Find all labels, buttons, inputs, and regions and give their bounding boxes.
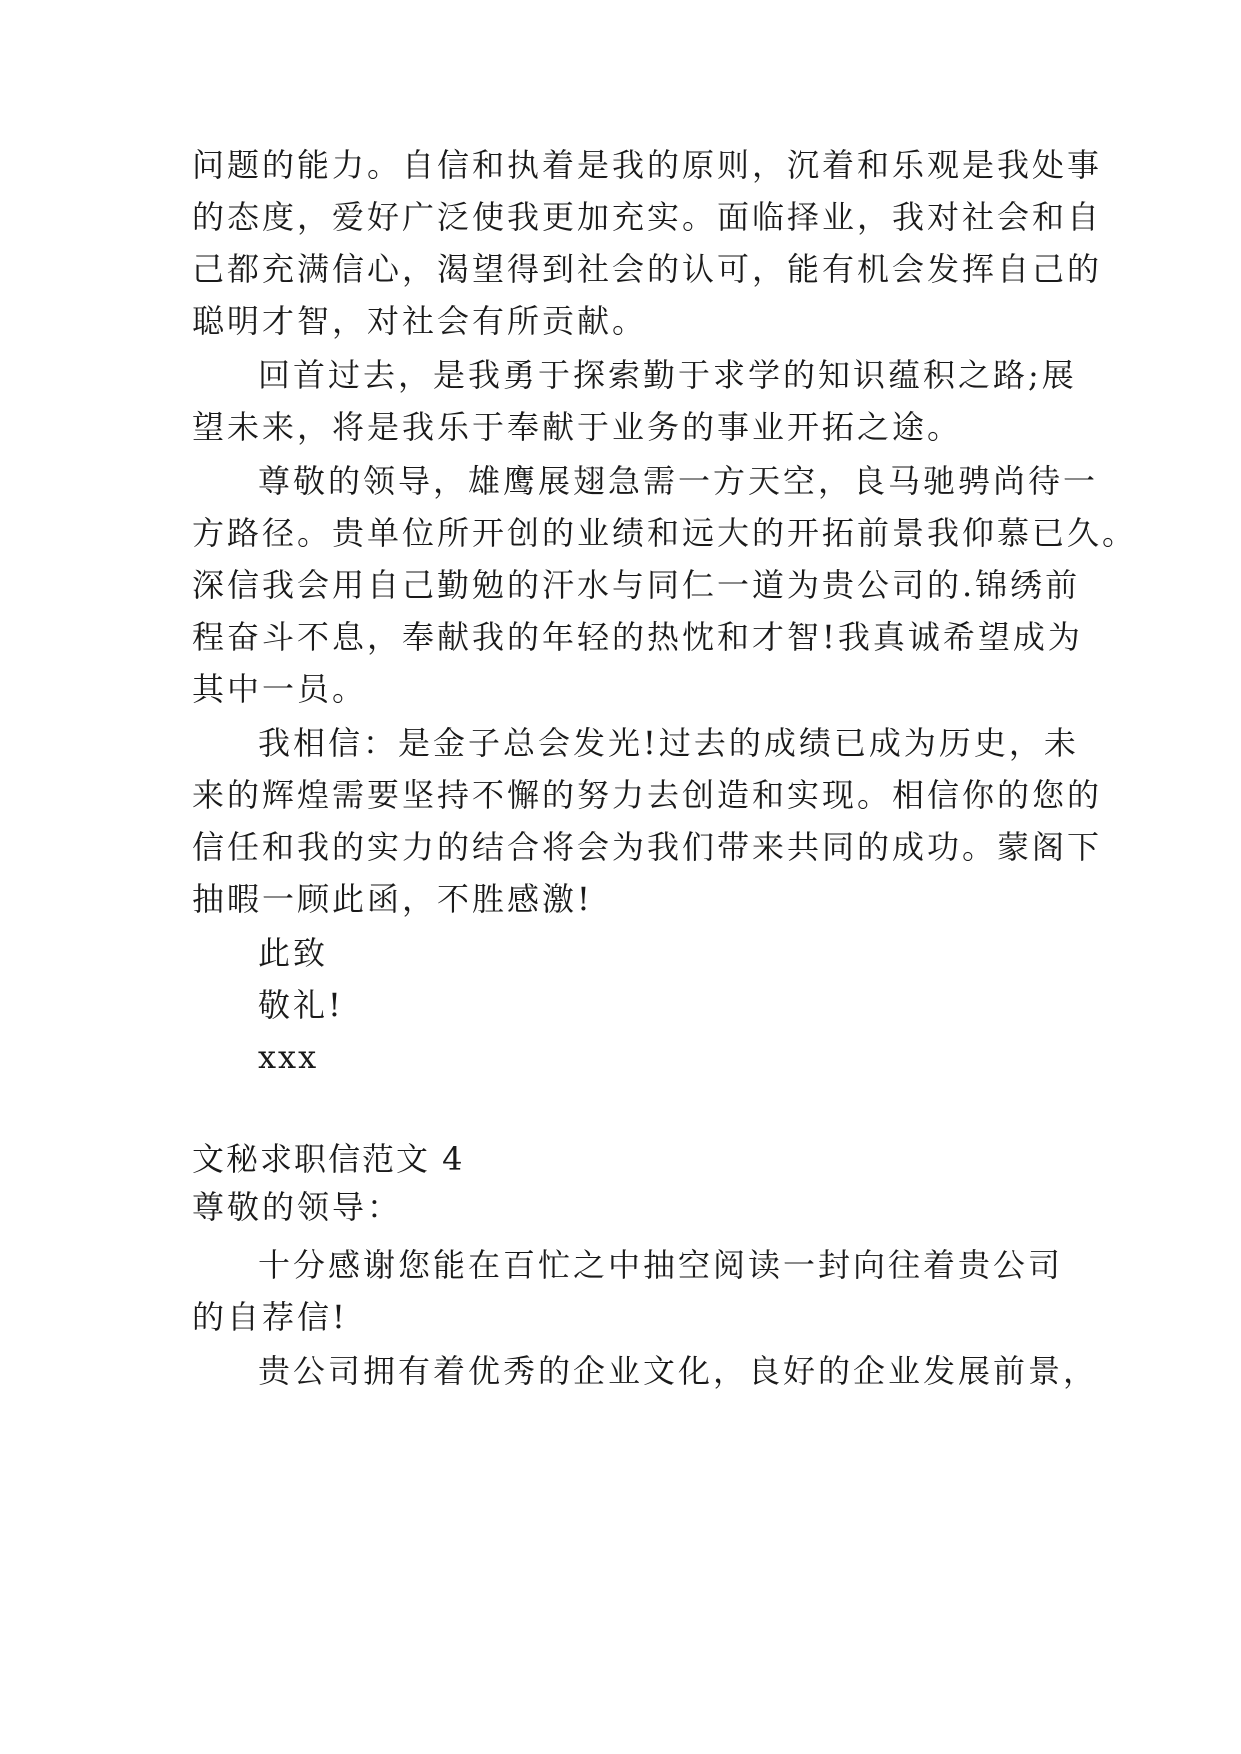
text-line: 问题的能力。自信和执着是我的原则，沉着和乐观是我处事	[192, 146, 1103, 184]
text-line: 方路径。贵单位所开创的业绩和远大的开拓前景我仰慕已久。	[192, 514, 1138, 552]
paragraph-first-line: 十分感谢您能在百忙之中抽空阅读一封向往着贵公司	[258, 1246, 1064, 1284]
text-line: 聪明才智，对社会有所贡献。	[192, 302, 648, 340]
text-line: 信任和我的实力的结合将会为我们带来共同的成功。蒙阁下	[192, 828, 1103, 866]
text-line: 望未来，将是我乐于奉献于业务的事业开拓之途。	[192, 408, 963, 446]
closing-line: 此致	[258, 934, 329, 972]
text-line: 来的辉煌需要坚持不懈的努力去创造和实现。相信你的您的	[192, 776, 1103, 814]
text-line: 的态度，爱好广泛使我更加充实。面临择业，我对社会和自	[192, 198, 1103, 236]
paragraph-first-line: 贵公司拥有着优秀的企业文化，良好的企业发展前景，	[258, 1352, 1099, 1390]
salutation: 尊敬的领导：	[192, 1188, 403, 1226]
paragraph-first-line: 尊敬的领导，雄鹰展翅急需一方天空，良马驰骋尚待一	[258, 462, 1099, 500]
text-line: 其中一员。	[192, 670, 368, 708]
text-line: 抽暇一顾此函，不胜感激!	[192, 880, 593, 918]
closing-salutation: 敬礼!	[258, 986, 344, 1024]
text-line: 深信我会用自己勤勉的汗水与同仁一道为贵公司的.锦绣前	[192, 566, 1081, 604]
paragraph-first-line: 我相信：是金子总会发光!过去的成绩已成为历史，未	[258, 724, 1079, 762]
text-line: 程奋斗不息，奉献我的年轻的热忱和才智!我真诚希望成为	[192, 618, 1083, 656]
text-line: 己都充满信心，渴望得到社会的认可，能有机会发挥自己的	[192, 250, 1103, 288]
section-title: 文秘求职信范文 4	[192, 1140, 465, 1178]
text-line: 的自荐信!	[192, 1298, 348, 1336]
signature: xxx	[258, 1038, 319, 1076]
paragraph-first-line: 回首过去，是我勇于探索勤于求学的知识蕴积之路;展	[258, 356, 1077, 394]
